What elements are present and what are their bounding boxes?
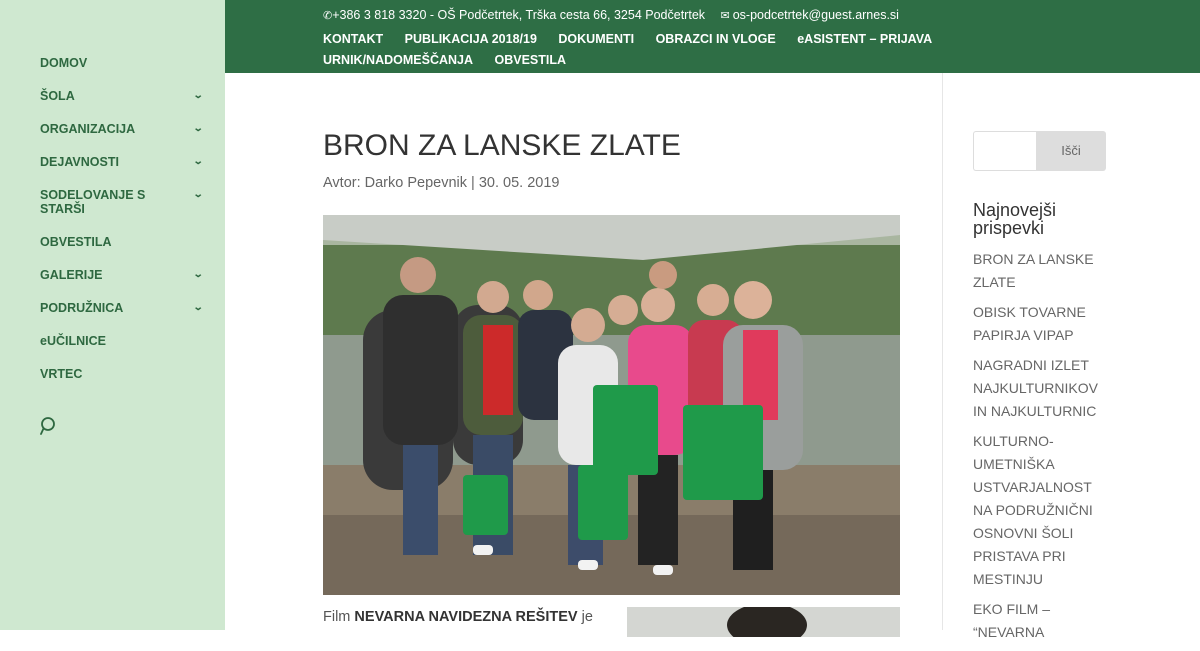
- menu-item-label: PODRUŽNICA: [40, 301, 124, 315]
- phone-address: +386 3 818 3320 - OŠ Podčetrtek, Trška cesta 66, 3254 Podčetrtek: [332, 8, 706, 22]
- excerpt-suffix: je: [577, 609, 593, 625]
- recent-post-link[interactable]: KULTURNO-UMETNIŠKA USTVARJALNOST NA PODRUŽNIČNI OSNOVNI ŠOLI PRISTAVA PRI MESTINJU: [973, 433, 1093, 587]
- featured-photo: [323, 215, 900, 595]
- inline-image: [627, 607, 900, 637]
- search-button[interactable]: Išči: [1036, 131, 1106, 171]
- menu-item-label: GALERIJE: [40, 268, 103, 282]
- menu-item-label: OBVESTILA: [40, 235, 112, 249]
- post-meta: Avtor: Darko Pepevnik | 30. 05. 2019: [323, 175, 560, 191]
- menu-item-sodelovanje[interactable]: [40, 188, 204, 216]
- chevron-down-icon[interactable]: ⌄: [192, 90, 204, 101]
- menu-item-label: VRTEC: [40, 367, 83, 381]
- nav-dokumenti[interactable]: DOKUMENTI: [558, 32, 635, 46]
- chevron-down-icon[interactable]: ⌄: [192, 156, 204, 167]
- nav-publikacija[interactable]: PUBLIKACIJA 2018/19: [404, 32, 537, 46]
- post-excerpt: [323, 609, 593, 625]
- left-sidebar: [0, 0, 225, 630]
- recent-post-link[interactable]: BRON ZA LANSKE ZLATE: [973, 251, 1094, 290]
- menu-item-vrtec[interactable]: [40, 367, 210, 381]
- phone-icon: ✆: [323, 10, 333, 22]
- search-input[interactable]: [973, 131, 1037, 171]
- chevron-down-icon[interactable]: ⌄: [192, 302, 204, 313]
- menu-item-label: ORGANIZACIJA: [40, 122, 136, 136]
- menu-item-label: SODELOVANJE S STARŠI: [40, 188, 146, 216]
- email-link[interactable]: os-podcetrtek@guest.arnes.si: [732, 8, 899, 22]
- menu-item-label: DEJAVNOSTI: [40, 155, 119, 169]
- group-photo-illustration: [323, 215, 900, 595]
- nav-urnik[interactable]: URNIK/NADOMEŠČANJA: [323, 53, 474, 67]
- menu-item-eucilnice[interactable]: [40, 334, 210, 348]
- chevron-down-icon[interactable]: ⌄: [192, 123, 204, 134]
- nav-obvestila[interactable]: OBVESTILA: [494, 53, 567, 67]
- top-navigation: [323, 29, 1103, 71]
- chevron-down-icon[interactable]: ⌄: [192, 269, 204, 280]
- nav-easistent[interactable]: eASISTENT – PRIJAVA: [797, 32, 933, 46]
- nav-kontakt[interactable]: KONTAKT: [323, 32, 384, 46]
- menu-item-sola[interactable]: [40, 89, 210, 103]
- post-title: BRON ZA LANSKE ZLATE: [323, 129, 681, 162]
- recent-posts-heading: Najnovejši prispevki: [973, 200, 1057, 238]
- excerpt-film-title: NEVARNA NAVIDEZNA REŠITEV: [354, 609, 578, 625]
- email-icon: ✉: [720, 10, 730, 22]
- menu-item-organizacija[interactable]: [40, 122, 210, 136]
- menu-item-label: ŠOLA: [40, 89, 75, 103]
- recent-post-link[interactable]: NAGRADNI IZLET NAJKULTURNIKOV IN NAJKULTURNIC: [973, 357, 1098, 419]
- search-icon[interactable]: [40, 416, 60, 436]
- menu-item-label: eUČILNICE: [40, 334, 106, 348]
- sidebar-divider: [942, 73, 943, 630]
- menu-item-galerije[interactable]: [40, 268, 210, 282]
- menu-item-obvestila[interactable]: [40, 235, 210, 249]
- menu-item-domov[interactable]: [40, 56, 210, 70]
- top-header: [225, 0, 1200, 73]
- excerpt-prefix: Film: [323, 609, 355, 625]
- chevron-down-icon[interactable]: ⌄: [192, 189, 204, 200]
- recent-posts-list: [973, 248, 1113, 651]
- nav-obrazci[interactable]: OBRAZCI IN VLOGE: [655, 32, 776, 46]
- recent-post-link[interactable]: OBISK TOVARNE PAPIRJA VIPAP: [973, 304, 1086, 343]
- inline-photo-illustration: [627, 607, 900, 637]
- menu-item-podruznica[interactable]: [40, 301, 210, 315]
- recent-post-link[interactable]: EKO FILM – “NEVARNA: [973, 601, 1051, 640]
- main-menu: [40, 56, 210, 381]
- contact-info: [323, 8, 899, 22]
- menu-item-dejavnosti[interactable]: [40, 155, 210, 169]
- menu-item-label: DOMOV: [40, 56, 88, 70]
